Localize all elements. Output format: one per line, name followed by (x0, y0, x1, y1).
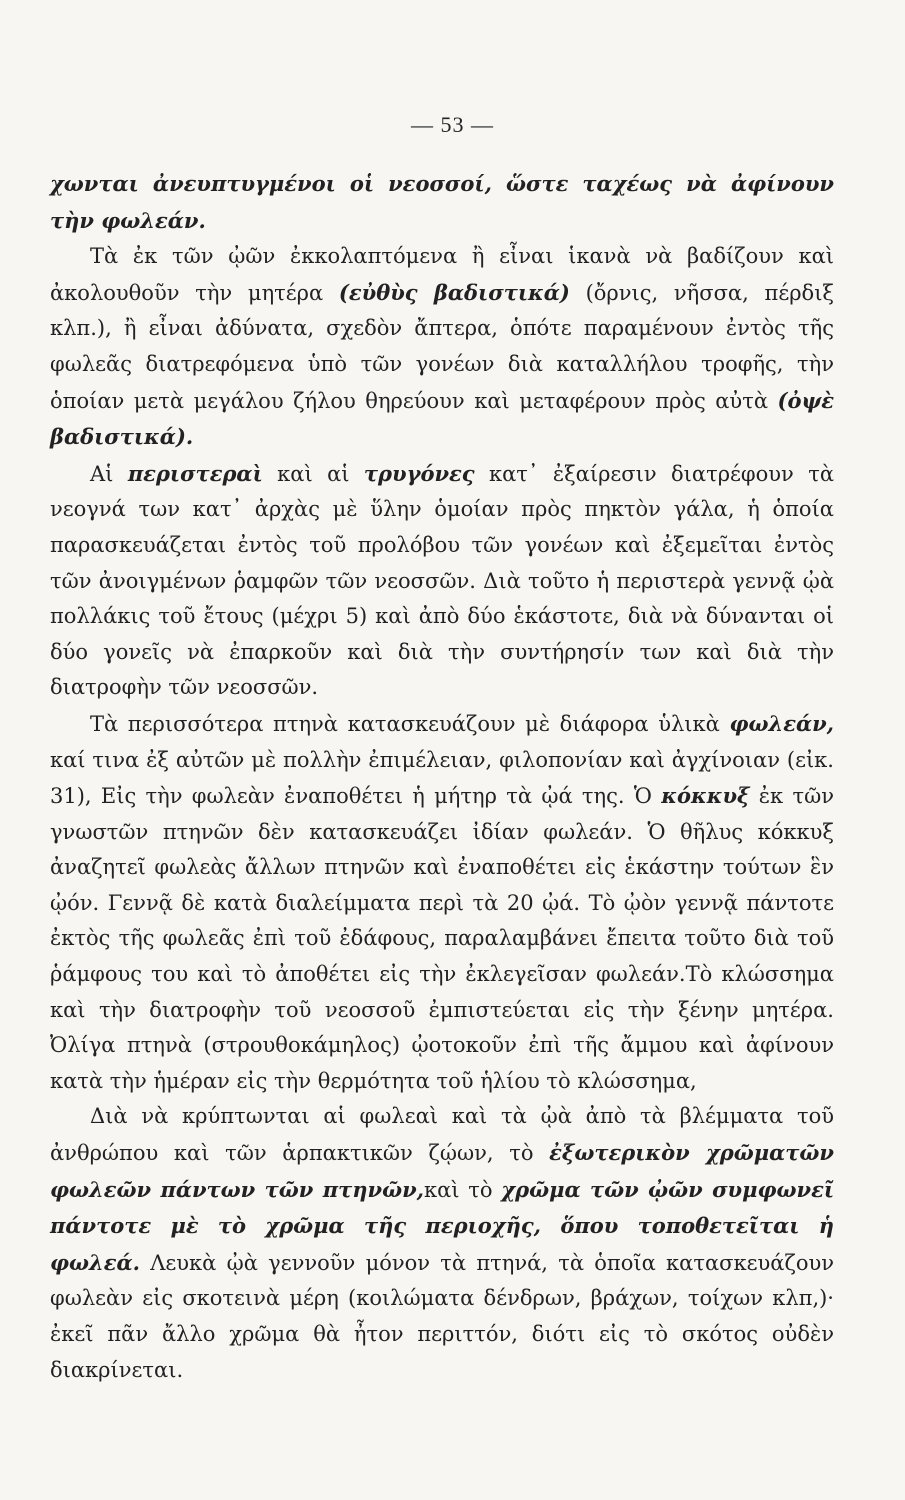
text-run: Τὰ περισσότερα πτηνὰ κατασκευάζουν μὲ διάφορα ὑλικὰ (90, 711, 730, 736)
text-run: Διὰ νὰ κρύπτωνται αἱ φωλεαὶ καὶ τὰ ᾠὰ ἀπὸ τὰ βλέμματα τοῦ ἀνθρώπου καὶ τῶν ἁρπακτικῶν ζῴων, τὸ (50, 1104, 834, 1166)
text-run: (ὄρνις, νῆσσα, πέρδιξ κλπ.), ἢ εἶναι ἀδύνατα, σχεδὸν ἄπτερα, ὁπότε παραμένουν ἐντὸς τῆς φωλεᾶς διατρεφόμενα ὑπὸ τῶν γονέων διὰ καταλλήλου τροφῆς, τὴν ὁποίαν μετὰ μεγάλου ζήλου θηρεύουν καὶ μεταφέρουν πρὸς αὐτὰ (50, 280, 834, 413)
emphasis-text: περιστεραὶ (127, 460, 263, 486)
text-run: καὶ αἱ (262, 461, 364, 486)
emphasis-text: φωλεάν, (729, 710, 834, 736)
emphasis-text: κόκκυξ (661, 783, 750, 809)
emphasis-text: τρυγόνες (363, 460, 475, 486)
body-text (50, 166, 834, 1388)
page-number: — 53 — (411, 112, 494, 137)
text-run: καί τινα ἐξ αὐτῶν μὲ πολλὴν ἐπιμέλειαν, φιλοπονίαν καὶ ἀγχίνοιαν (εἰκ. 31), Εἰς τὴν φωλεὰν ἐναποθέτει ἡ μήτηρ τὰ ᾠά της. Ὁ (50, 747, 834, 809)
paragraph (50, 166, 834, 239)
paragraph (50, 706, 834, 1100)
text-run: καὶ τὸ (423, 1177, 502, 1202)
emphasis-text: χρῶμα τῶν ᾠῶν συμφωνεῖ πάντοτε μὲ τὸ χρῶμα τῆς περιοχῆς, ὅπου τοποθετεῖται ἡ φωλεά. (50, 1176, 834, 1275)
text-run: κατ᾽ ἐξαίρεσιν διατρέφουν τὰ νεογνά των κατ᾽ ἀρχὰς μὲ ὕλην ὁμοίαν πρὸς πηκτὸν γάλα, ἡ ὁποία παρασκευάζεται ἐντὸς τοῦ προλόβου τῶν γονέων καὶ ἐξεμεῖται ἐντὸς τῶν ἀνοιγμένων ῥαμφῶν τῶν νεοσσῶν. Διὰ τοῦτο ἡ περιστερὰ γεννᾷ ᾠὰ πολλάκις τοῦ ἔτους (μέχρι 5) καὶ ἀπὸ δύο ἑκάστοτε, διὰ νὰ δύνανται οἱ δύο γονεῖς νὰ ἐπαρκοῦν καὶ διὰ τὴν συντήρησίν των καὶ διὰ τὴν διατροφὴν τῶν νεοσσῶν. (50, 461, 835, 700)
text-run: Λευκὰ ᾠὰ γεννοῦν μόνον τὰ πτηνά, τὰ ὁποῖα κατασκευάζουν φωλεὰν εἰς σκοτεινὰ μέρη (κοιλώματα δένδρων, βράχων, τοίχων κλπ,)· ἐκεῖ πᾶν ἄλλο χρῶμα θὰ ἦτον περιττόν, διότι εἰς τὸ σκότος οὐδὲν διακρίνεται. (50, 1250, 834, 1382)
paragraph (50, 456, 834, 706)
paragraph (50, 1099, 834, 1388)
emphasis-text: ἐξωτερικὸν χρῶματῶν φωλεῶν πάντων τῶν πτηνῶν, (50, 1140, 834, 1202)
paragraph (50, 239, 834, 456)
emphasis-text: (ὀψὲ βαδιστικά). (50, 387, 834, 450)
text-run: ἐκ τῶν γνωστῶν πτηνῶν δὲν κατασκευάζει ἰδίαν φωλεάν. Ὁ θῆλυς κόκκυξ ἀναζητεῖ φωλεὰς ἄλλων πτηνῶν καὶ ἐναποθέτει εἰς ἑκάστην τούτων ἓν ᾠόν. Γεννᾷ δὲ κατὰ διαλείμματα περὶ τὰ 20 ᾠά. Τὸ ᾠὸν γεννᾷ πάντοτε ἐκτὸς τῆς φωλεᾶς ἐπὶ τοῦ ἐδάφους, παραλαμβάνει ἔπειτα τοῦτο διὰ τοῦ ῥάμφους του καὶ τὸ ἀποθέτει εἰς τὴν ἐκλεγεῖσαν φωλεάν.Τὸ κλώσσημα καὶ τὴν διατροφὴν τοῦ νεοσσοῦ ἐμπιστεύεται εἰς τὴν ξένην μητέρα. Ὀλίγα πτηνὰ (στρουθοκάμηλος) ᾠοτοκοῦν ἐπὶ τῆς ἄμμου καὶ ἀφίνουν κατὰ τὴν ἡμέραν εἰς τὴν θερμότητα τοῦ ἡλίου τὸ κλώσσημα, (50, 784, 834, 1093)
emphasis-text: χωνται ἀνευπτυγμένοι οἱ νεοσσοί, ὥστε ταχέως νὰ ἀφίνουν τὴν φωλεάν. (50, 171, 834, 233)
emphasis-text: (εὐθὺς βαδιστικά) (338, 279, 570, 305)
text-run: Τὰ ἐκ τῶν ᾠῶν ἐκκολαπτόμενα ἢ εἶναι ἱκανὰ νὰ βαδίζουν καὶ ἀκολουθοῦν τὴν μητέρα (50, 244, 834, 305)
text-run: Αἱ (90, 461, 128, 486)
